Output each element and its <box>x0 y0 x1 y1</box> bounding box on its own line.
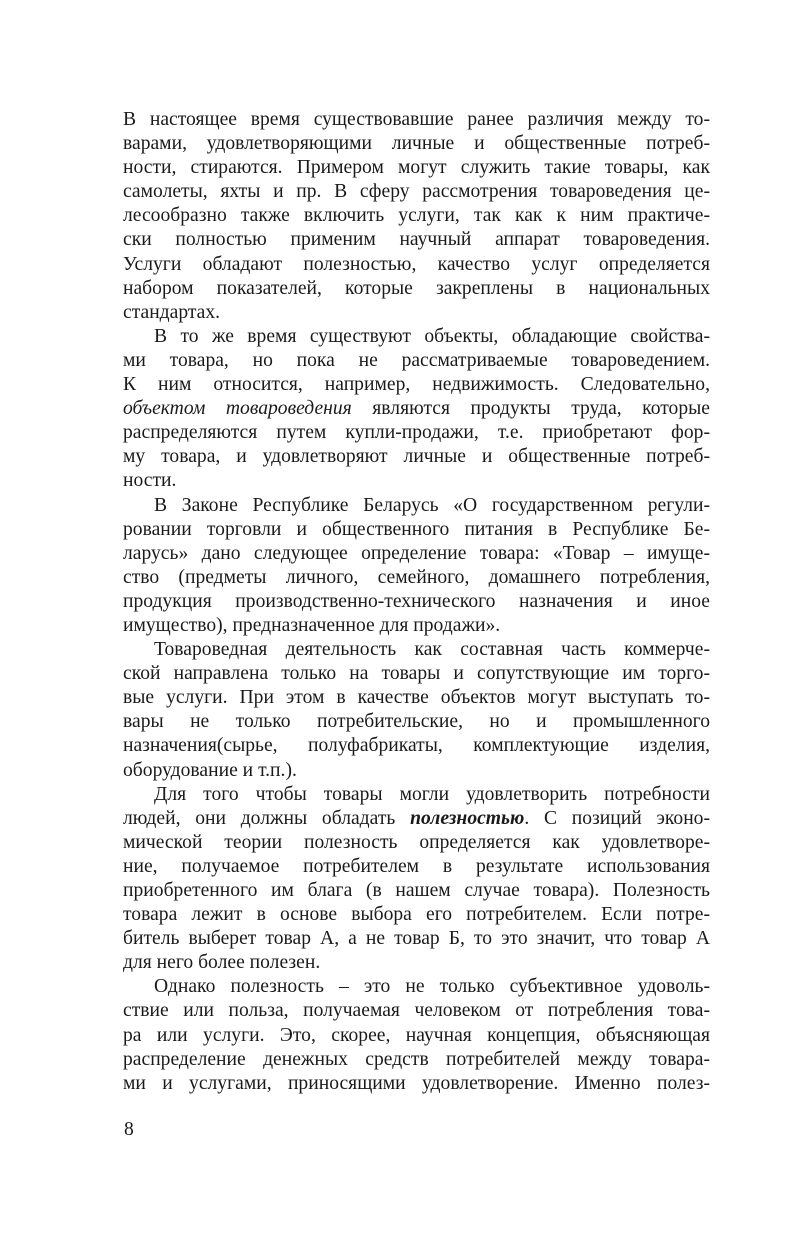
text-line: лесообразно также включить услуги, так как к ним практиче- <box>123 205 710 227</box>
text-line: Товароведная деятельность как составная часть коммерче- <box>154 639 710 661</box>
paragraph-6 <box>123 975 710 1095</box>
text-line: варами, удовлетворяющими личные и общественные потреб- <box>123 133 710 155</box>
text-fragment: . С позиций эконо- <box>524 807 710 829</box>
text-line: ствие или польза, получаемая человеком от потребления това- <box>123 1000 710 1022</box>
text-line: Однако полезность – это не только субъективное удоволь- <box>154 976 710 998</box>
text-line: ности, стираются. Примером могут служить такие товары, как <box>123 157 710 179</box>
text-line: распределяются путем купли-продажи, т.е. приобретают фор- <box>123 422 710 444</box>
text-line: В Законе Республике Беларусь «О государственном регули- <box>154 494 710 516</box>
text-line: имущество), предназначенное для продажи». <box>123 614 501 636</box>
text-line: вые услуги. При этом в качестве объектов могут выступать то- <box>123 687 710 709</box>
paragraph-1 <box>123 108 710 325</box>
text-line: ми товара, но пока не рассматриваемые товароведением. <box>123 349 710 371</box>
book-page-body <box>123 108 710 1096</box>
paragraph-2 <box>123 325 710 494</box>
text-line: ство (предметы личного, семейного, домашнего потребления, <box>123 566 710 588</box>
text-line: К ним относится, например, недвижимость. Следовательно, <box>123 374 710 396</box>
text-line-with-term <box>123 807 710 831</box>
text-line: набором показателей, которые закреплены в национальных <box>123 277 710 299</box>
text-line: В то же время существуют объекты, обладающие свойства- <box>154 325 710 347</box>
text-line: для него более полезен. <box>123 952 321 974</box>
paragraph-3 <box>123 494 710 639</box>
text-line: ности. <box>123 470 177 492</box>
italic-term: объектом товароведения <box>123 398 352 420</box>
text-line: му товара, и удовлетворяют личные и общественные потреб- <box>123 446 710 468</box>
text-line: стандартах. <box>123 301 221 323</box>
text-line: вары не только потребительские, но и промышленного <box>123 711 710 733</box>
page-number: 8 <box>124 1119 134 1140</box>
text-line: ровании торговли и общественного питания в Республике Бе- <box>123 518 710 540</box>
text-line: ми и услугами, приносящими удовлетворение. Именно полез- <box>123 1072 710 1094</box>
text-line: ски полностью применим научный аппарат товароведения. <box>123 229 710 251</box>
text-line: товара лежит в основе выбора его потребителем. Если потре- <box>123 904 710 926</box>
text-line: ской направлена только на товары и сопутствующие им торго- <box>123 663 710 685</box>
paragraph-4 <box>123 638 710 783</box>
text-line: самолеты, яхты и пр. В сферу рассмотрения товароведения це- <box>123 181 710 203</box>
text-fragment: являются продукты труда, которые <box>372 398 710 420</box>
text-line: мической теории полезность определяется как удовлетворе- <box>123 831 710 853</box>
text-line: ние, получаемое потребителем в результате использования <box>123 855 710 877</box>
text-line: продукция производственно-технического назначения и иное <box>123 590 710 612</box>
bold-italic-term: полезностью <box>410 807 525 829</box>
text-fragment: людей, они должны обладать <box>123 807 396 829</box>
text-line: Для того чтобы товары могли удовлетворить потребности <box>154 783 710 805</box>
text-line-with-term <box>123 397 710 421</box>
text-line: приобретенного им блага (в нашем случае товара). Полезность <box>123 880 710 901</box>
text-line: ларусь» дано следующее определение товара: «Товар – имуще- <box>123 542 710 564</box>
text-line: назначения(сырье, полуфабрикаты, комплектующие изделия, <box>123 735 710 757</box>
text-line: Услуги обладают полезностью, качество услуг определяется <box>123 253 710 275</box>
paragraph-5 <box>123 783 710 976</box>
text-line: распределение денежных средств потребителей между товара- <box>123 1048 710 1070</box>
text-line: ра или услуги. Это, скорее, научная концепция, объясняющая <box>123 1024 710 1046</box>
text-line: В настоящее время существовавшие ранее различия между то- <box>123 109 710 130</box>
text-line: битель выберет товар А, а не товар Б, то это значит, что товар А <box>123 928 710 950</box>
text-line: оборудование и т.п.). <box>123 759 297 781</box>
